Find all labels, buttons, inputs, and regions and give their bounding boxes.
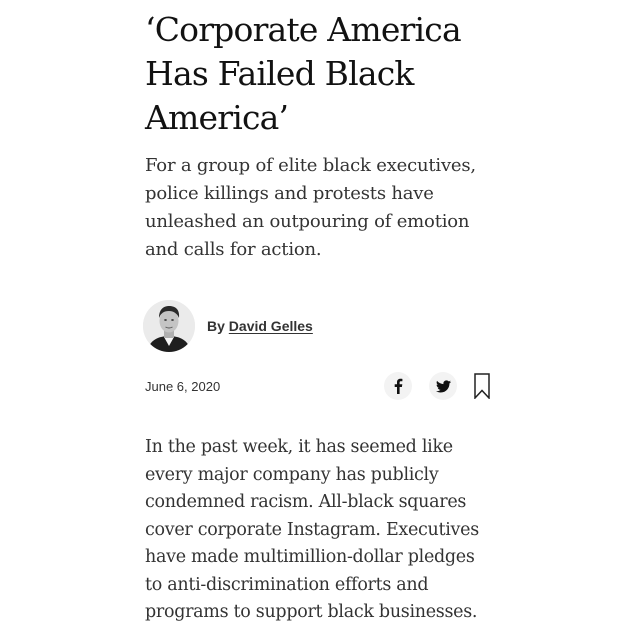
body-line: cover corporate Instagram. Executives xyxy=(145,519,479,540)
headline-line: Has Failed Black xyxy=(145,54,414,93)
body-line: In the past week, it has seemed like xyxy=(145,437,453,457)
headline-line: America’ xyxy=(145,98,289,137)
summary-line: For a group of elite black executives, xyxy=(145,155,476,176)
body-line: to anti-discrimination efforts and xyxy=(145,574,429,595)
article-body xyxy=(145,434,479,627)
headline xyxy=(145,0,580,140)
author-avatar[interactable] xyxy=(143,300,195,352)
byline-row xyxy=(143,300,313,352)
body-line: every major company has publicly xyxy=(145,464,439,485)
summary-line: police killings and protests have xyxy=(145,183,434,204)
publish-date: June 6, 2020 xyxy=(145,379,221,394)
article-summary xyxy=(145,152,580,264)
body-line: programs to support black businesses. xyxy=(145,602,478,622)
bookmark-icon xyxy=(474,373,490,399)
author-link[interactable]: David Gelles xyxy=(228,318,313,334)
share-tools xyxy=(384,372,490,400)
save-bookmark-button[interactable] xyxy=(474,373,490,399)
headline-line: ‘Corporate America xyxy=(145,10,461,49)
facebook-share-button[interactable] xyxy=(384,372,412,400)
body-line: condemned racism. All-black squares xyxy=(145,492,467,512)
summary-line: unleashed an outpouring of emotion xyxy=(145,211,470,232)
author-portrait xyxy=(143,300,195,352)
byline xyxy=(207,318,313,334)
byline-prefix: By xyxy=(207,318,225,334)
facebook-icon xyxy=(392,378,404,394)
summary-line: and calls for action. xyxy=(145,239,322,260)
body-line: have made multimillion-dollar pledges xyxy=(145,547,475,567)
twitter-share-button[interactable] xyxy=(429,372,457,400)
twitter-icon xyxy=(436,380,451,393)
